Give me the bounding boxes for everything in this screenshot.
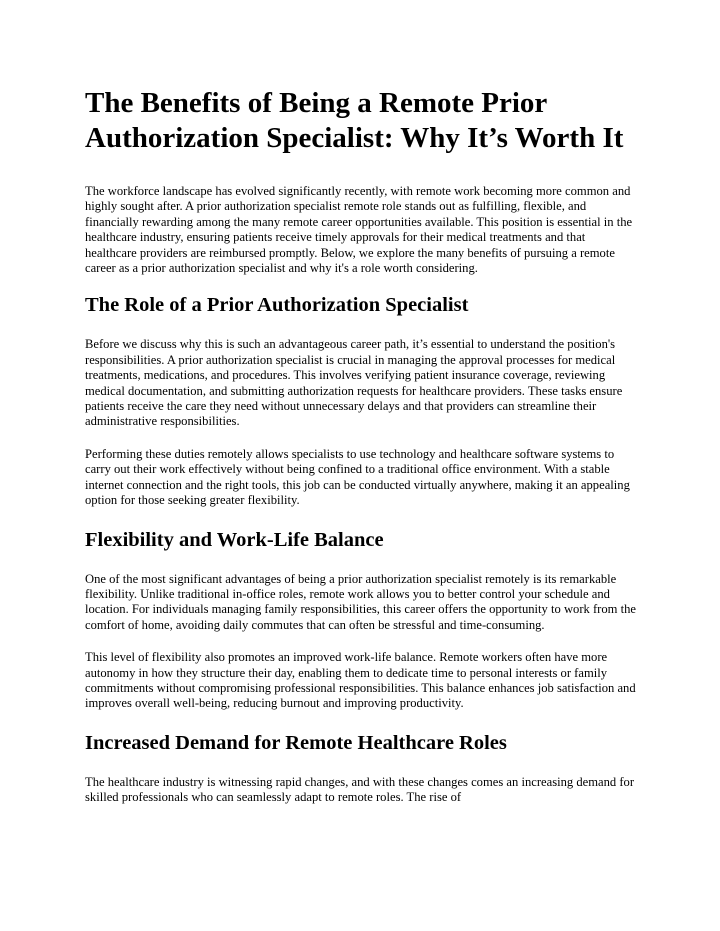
section-heading-flexibility: Flexibility and Work-Life Balance	[85, 528, 384, 551]
section-heading-role: The Role of a Prior Authorization Specialist	[85, 294, 469, 317]
article-title: The Benefits of Being a Remote Prior Authorization Specialist: Why It’s Worth It	[85, 87, 624, 154]
section-role-paragraph-1: Before we discuss why this is such an advantageous career path, it’s essential to understand the position's responsibilities. A prior authorization specialist is crucial in managing the approval processes for medical treatments, medications, and procedures. This involves verifying patient insurance coverage, reviewing medical documentation, and submitting authorization requests for healthcare providers. These tasks ensure patients receive the care they need without unnecessary delays and that providers can streamline their administrative responsibilities.	[85, 337, 623, 429]
intro-paragraph: The workforce landscape has evolved significantly recently, with remote work becoming more common and highly sought after. A prior authorization specialist remote role stands out as fulfilling, flexible, and financially rewarding among the many remote career opportunities available. This position is essential in the healthcare industry, ensuring patients receive timely approvals for their medical treatments and that healthcare providers are reimbursed promptly. Below, we explore the many benefits of pursuing a remote career as a prior authorization specialist and why it's a role worth considering.	[85, 184, 633, 276]
section-flexibility-paragraph-2: This level of flexibility also promotes an improved work-life balance. Remote workers often have more autonomy in how they structure their day, enabling them to dedicate time to personal interests or family commitments without compromising professional responsibilities. This balance enhances job satisfaction and improves overall well-being, reducing burnout and improving productivity.	[85, 650, 636, 711]
section-demand-paragraph-1: The healthcare industry is witnessing rapid changes, and with these changes comes an increasing demand for skilled professionals who can seamlessly adapt to remote roles. The rise of	[85, 774, 635, 805]
document-page	[85, 86, 637, 823]
section-heading-demand: Increased Demand for Remote Healthcare Roles	[85, 731, 507, 754]
section-flexibility-paragraph-1: One of the most significant advantages of being a prior authorization specialist remotely is its remarkable flexibility. Unlike traditional in-office roles, remote work allows you to better control your schedule and location. For individuals managing family responsibilities, this career offers the opportunity to work from the comfort of home, avoiding daily commutes that can often be stressful and time-consuming.	[85, 571, 636, 632]
section-role-paragraph-2: Performing these duties remotely allows specialists to use technology and healthcare software systems to carry out their work effectively without being confined to a traditional office environment. With a stable internet connection and the right tools, this job can be conducted virtually anywhere, making it an appealing option for those seeking greater flexibility.	[85, 446, 630, 508]
